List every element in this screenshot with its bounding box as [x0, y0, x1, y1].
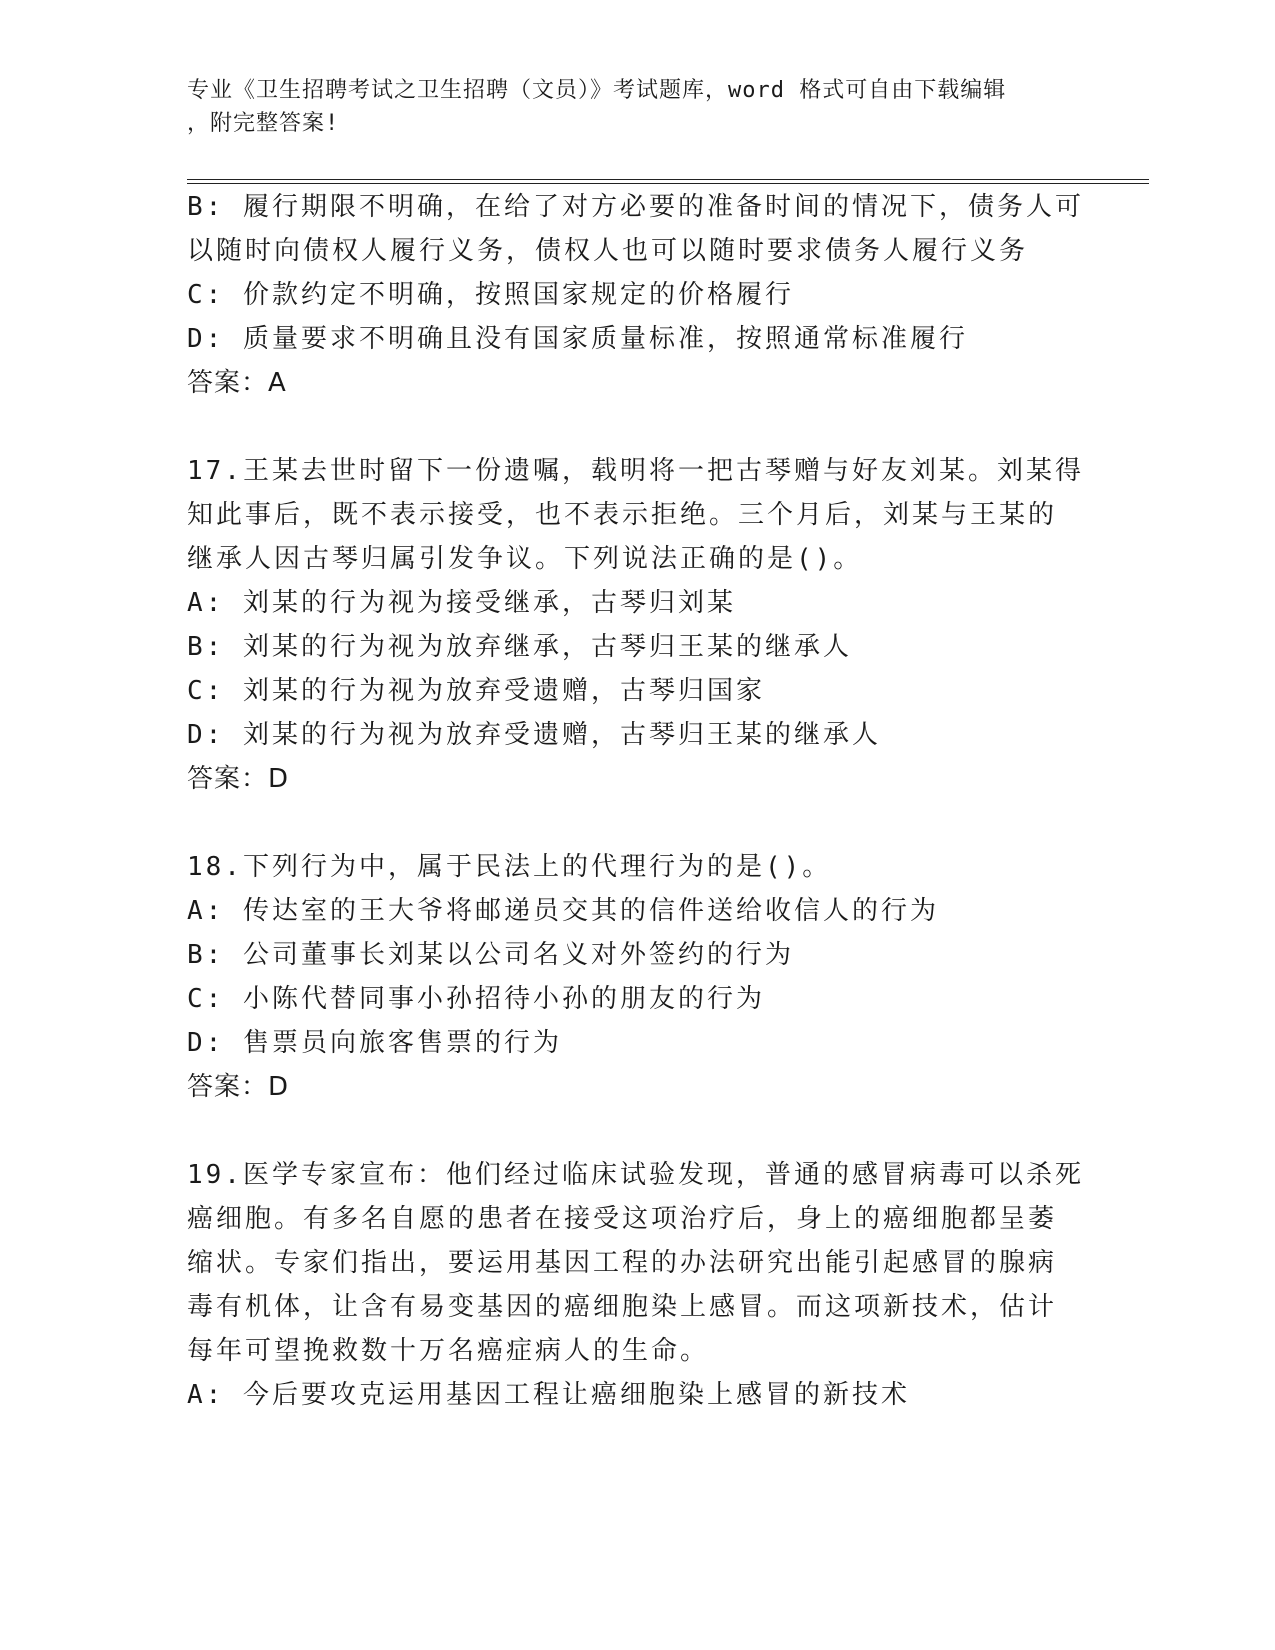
q19-stem-line-5: 每年可望挽救数十万名癌症病人的生命。 — [187, 1336, 710, 1366]
q18-answer: 答案：D — [187, 1072, 290, 1102]
q17-option-c: C: 刘某的行为视为放弃受遗赠，古琴归国家 — [187, 676, 765, 706]
q16-option-d: D: 质量要求不明确且没有国家质量标准，按照通常标准履行 — [187, 324, 968, 354]
q19-stem-line-1: 19.医学专家宣布：他们经过临床试验发现，普通的感冒病毒可以杀死 — [187, 1160, 1084, 1190]
header-line-1: 专业《卫生招聘考试之卫生招聘（文员）》考试题库，word 格式可自由下载编辑 — [187, 78, 1007, 103]
q17-stem-line-2: 知此事后，既不表示接受，也不表示拒绝。三个月后，刘某与王某的 — [187, 500, 1058, 530]
q18-option-d: D: 售票员向旅客售票的行为 — [187, 1028, 562, 1058]
q17-stem-line-3: 继承人因古琴归属引发争议。下列说法正确的是()。 — [187, 544, 863, 574]
q19-option-a: A: 今后要攻克运用基因工程让癌细胞染上感冒的新技术 — [187, 1380, 910, 1410]
q16-answer: 答案：A — [187, 368, 287, 398]
q17-option-b: B: 刘某的行为视为放弃继承，古琴归王某的继承人 — [187, 632, 852, 662]
q19-stem-line-2: 癌细胞。有多名自愿的患者在接受这项治疗后，身上的癌细胞都呈萎 — [187, 1204, 1058, 1234]
q18-stem-line-1: 18.下列行为中，属于民法上的代理行为的是()。 — [187, 852, 832, 882]
document-header — [187, 74, 1067, 140]
q19-stem-line-3: 缩状。专家们指出，要运用基因工程的办法研究出能引起感冒的腺病 — [187, 1248, 1058, 1278]
q17-option-d: D: 刘某的行为视为放弃受遗赠，古琴归王某的继承人 — [187, 720, 881, 750]
header-divider-bottom — [187, 183, 1149, 184]
header-divider-top — [187, 179, 1149, 180]
header-line-2: ，附完整答案! — [187, 111, 340, 136]
q18-option-a: A: 传达室的王大爷将邮递员交其的信件送给收信人的行为 — [187, 896, 939, 926]
q16-option-b-line-1: B: 履行期限不明确，在给了对方必要的准备时间的情况下，债务人可 — [187, 192, 1084, 222]
q18-option-c: C: 小陈代替同事小孙招待小孙的朋友的行为 — [187, 984, 765, 1014]
q16-option-c: C: 价款约定不明确，按照国家规定的价格履行 — [187, 280, 794, 310]
q19-stem-line-4: 毒有机体，让含有易变基因的癌细胞染上感冒。而这项新技术，估计 — [187, 1292, 1058, 1322]
q17-answer: 答案：D — [187, 764, 290, 794]
q16-option-b-line-2: 以随时向债权人履行义务，债权人也可以随时要求债务人履行义务 — [187, 236, 1029, 266]
q18-option-b: B: 公司董事长刘某以公司名义对外签约的行为 — [187, 940, 794, 970]
q17-option-a: A: 刘某的行为视为接受继承，古琴归刘某 — [187, 588, 736, 618]
q17-stem-line-1: 17.王某去世时留下一份遗嘱，载明将一把古琴赠与好友刘某。刘某得 — [187, 456, 1084, 486]
